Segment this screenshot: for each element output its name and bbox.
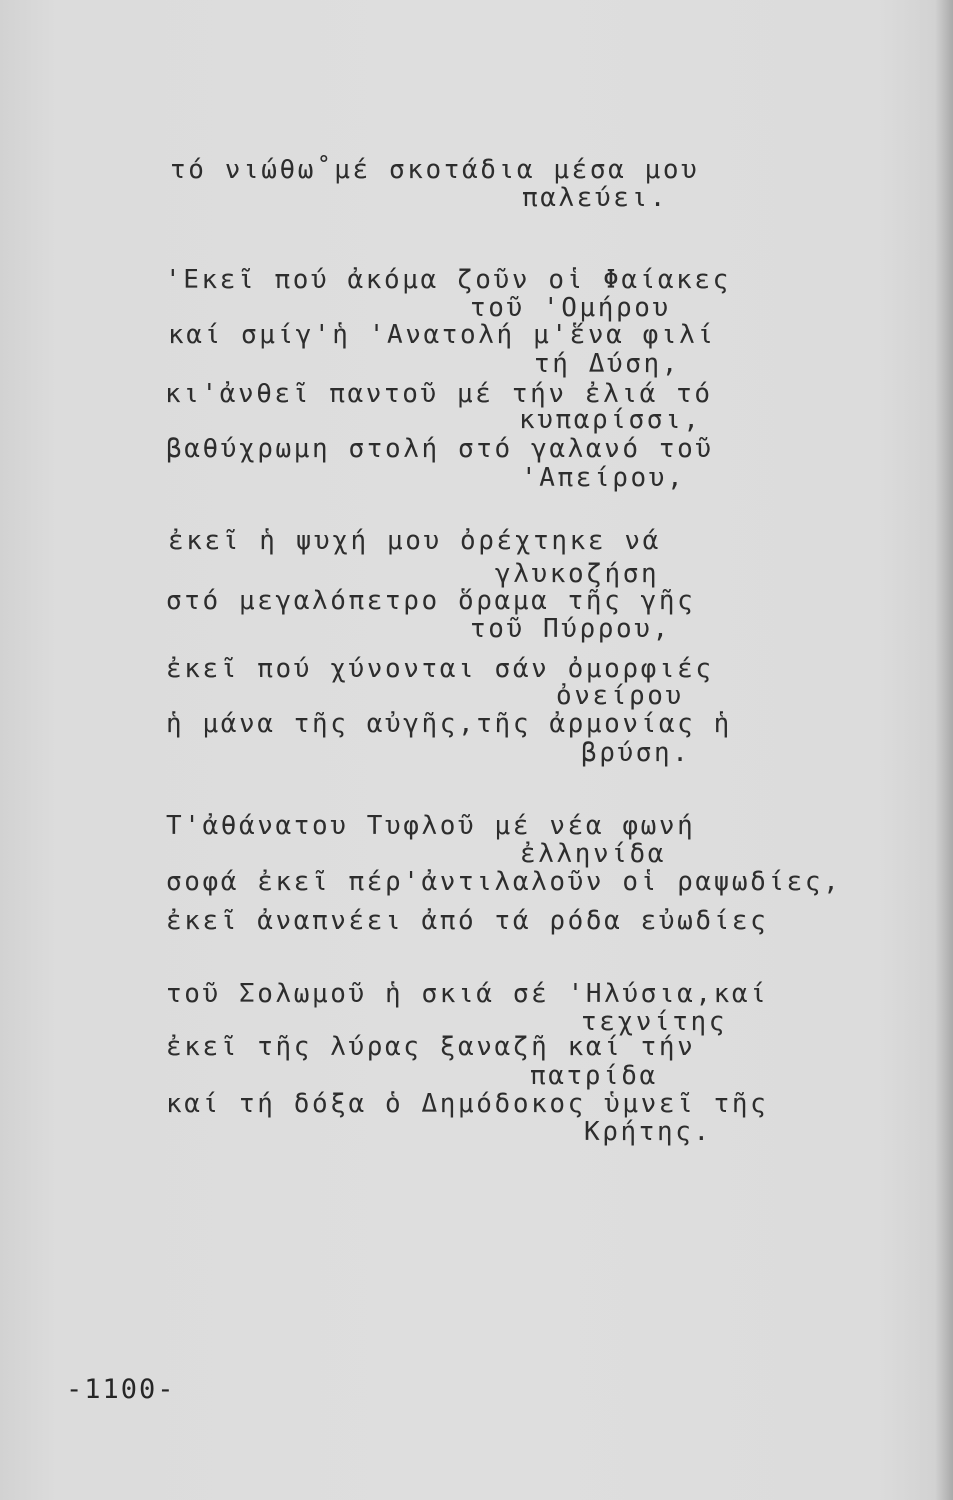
page-edge-shadow: [935, 0, 953, 1500]
poem-line: 'Απείρου,: [521, 463, 686, 493]
poem-line: ὀνείρου: [556, 681, 684, 711]
poem-line: καί τή δόξα ὁ Δημόδοκος ὑμνεῖ τῆς: [166, 1089, 769, 1119]
poem-line: τεχνίτης: [581, 1007, 728, 1037]
page-number: -1100-: [66, 1374, 176, 1405]
poem-line: 'Εκεῖ πού ἀκόμα ζοῦν οἱ Φαίακες: [165, 265, 731, 295]
poem-line: σοφά ἐκεῖ πέρ'ἀντιλαλοῦν οἱ ραψωδίες,: [166, 867, 842, 897]
poem-line: γλυκοζήση: [495, 559, 660, 589]
poem-line: ἐκεῖ τῆς λύρας ξαναζῆ καί τήν: [166, 1032, 696, 1062]
poem-line: κυπαρίσσι,: [519, 405, 702, 435]
poem-line: ἐλληνίδα: [520, 839, 667, 869]
poem-line: Κρήτης.: [584, 1117, 712, 1147]
poem-line: ἐκεῖ ἀναπνέει ἀπό τά ρόδα εὐωδίες: [166, 906, 769, 936]
poem-line: τή Δύση,: [534, 349, 681, 379]
poem-line: τοῦ Σολωμοῦ ἡ σκιά σέ 'Ηλύσια,καί: [166, 979, 769, 1009]
poem-line: κι'ἀνθεῖ παντοῦ μέ τήν ἐλιά τό: [165, 379, 713, 409]
poem-line: ἡ μάνα τῆς αὐγῆς,τῆς ἀρμονίας ἡ: [166, 709, 732, 739]
poem-line: τό νιώθω˚μέ σκοτάδια μέσα μου: [170, 155, 700, 185]
poem-line: τοῦ 'Ομήρου: [470, 293, 671, 323]
poem-line: παλεύει.: [522, 183, 669, 213]
poem-line: ἐκεῖ πού χύνονται σάν ὀμορφιές: [166, 654, 714, 684]
poem-line: καί σμίγ'ἡ 'Ανατολή μ'ἕνα φιλί: [168, 320, 716, 350]
poem-line: Τ'ἀθάνατου Τυφλοῦ μέ νέα φωνή: [166, 811, 696, 841]
poem-line: βαθύχρωμη στολή στό γαλανό τοῦ: [166, 434, 714, 464]
poem-line: τοῦ Πύρρου,: [470, 614, 671, 644]
poem-line: βρύση.: [581, 738, 691, 768]
poem-line: ἐκεῖ ἡ ψυχή μου ὀρέχτηκε νά: [168, 526, 661, 556]
poem-line: πατρίδα: [530, 1061, 658, 1091]
poem-line: στό μεγαλόπετρο ὅραμα τῆς γῆς: [166, 586, 696, 616]
